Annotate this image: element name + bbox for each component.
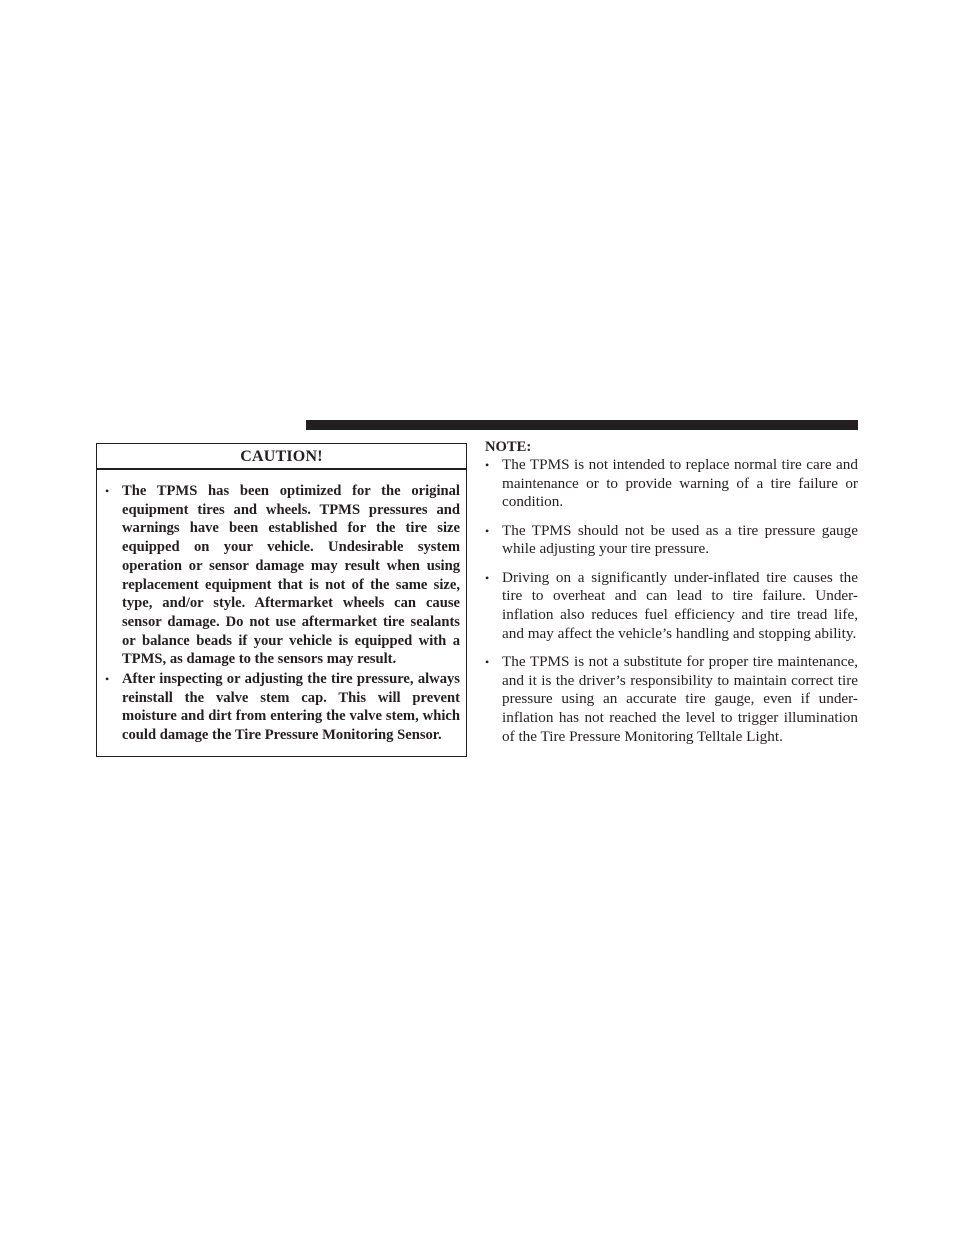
bullet-icon: • [485,570,490,585]
bullet-icon: • [485,458,490,472]
note-section [485,438,858,756]
note-list [485,456,858,746]
bullet-icon: • [485,523,490,538]
note-item [485,653,858,747]
bullet-icon: • [105,484,110,498]
caution-item [105,482,460,669]
bullet-icon: • [485,654,490,669]
note-item-text: The TPMS is not intended to replace normal tire care and maintenance or to provide warning of a tire failure or condition. [502,456,858,511]
caution-list [97,470,466,745]
note-label: NOTE: [485,439,532,455]
note-item [485,522,858,559]
note-item [485,456,858,512]
note-item [485,569,858,644]
note-item-text: The TPMS is not a substitute for proper tire maintenance, and it is the driver’s responsibility to maintain correct tire pressure using an accurate tire gauge, even if under-inflation has not reached the level to trigger illumination of the Tire Pressure Monitoring Telltale Light. [502,652,858,745]
caution-item [105,670,460,745]
caution-item-text: The TPMS has been optimized for the original equipment tires and wheels. TPMS pressures and warnings have been established for the tire size equipped on your vehicle. Undesirable system operation or sensor damage may result when using replacement equipment that is not of the same size, type, and/or style. Aftermarket wheels can cause sensor damage. Do not use aftermarket tire sealants or balance beads if your vehicle is equipped with a TPMS, as damage to the sensors may result. [122,483,460,668]
bullet-icon: • [105,672,110,687]
note-item-text: Driving on a significantly under-inflated tire causes the tire to overheat and can lead to tire failure. Under-inflation also reduces fuel efficiency and tire tread life, and may affect the vehicle’s handling and stopping ability. [502,568,858,642]
caution-box [96,443,467,757]
section-divider-bar [306,420,858,430]
caution-item-text: After inspecting or adjusting the tire pressure, always reinstall the valve stem cap. This will prevent moisture and dirt from entering the valve stem, which could damage the Tire Pressure Monitoring Sensor. [122,671,460,744]
note-item-text: The TPMS should not be used as a tire pressure gauge while adjusting your tire pressure. [502,521,858,558]
caution-title: CAUTION! [97,444,466,470]
